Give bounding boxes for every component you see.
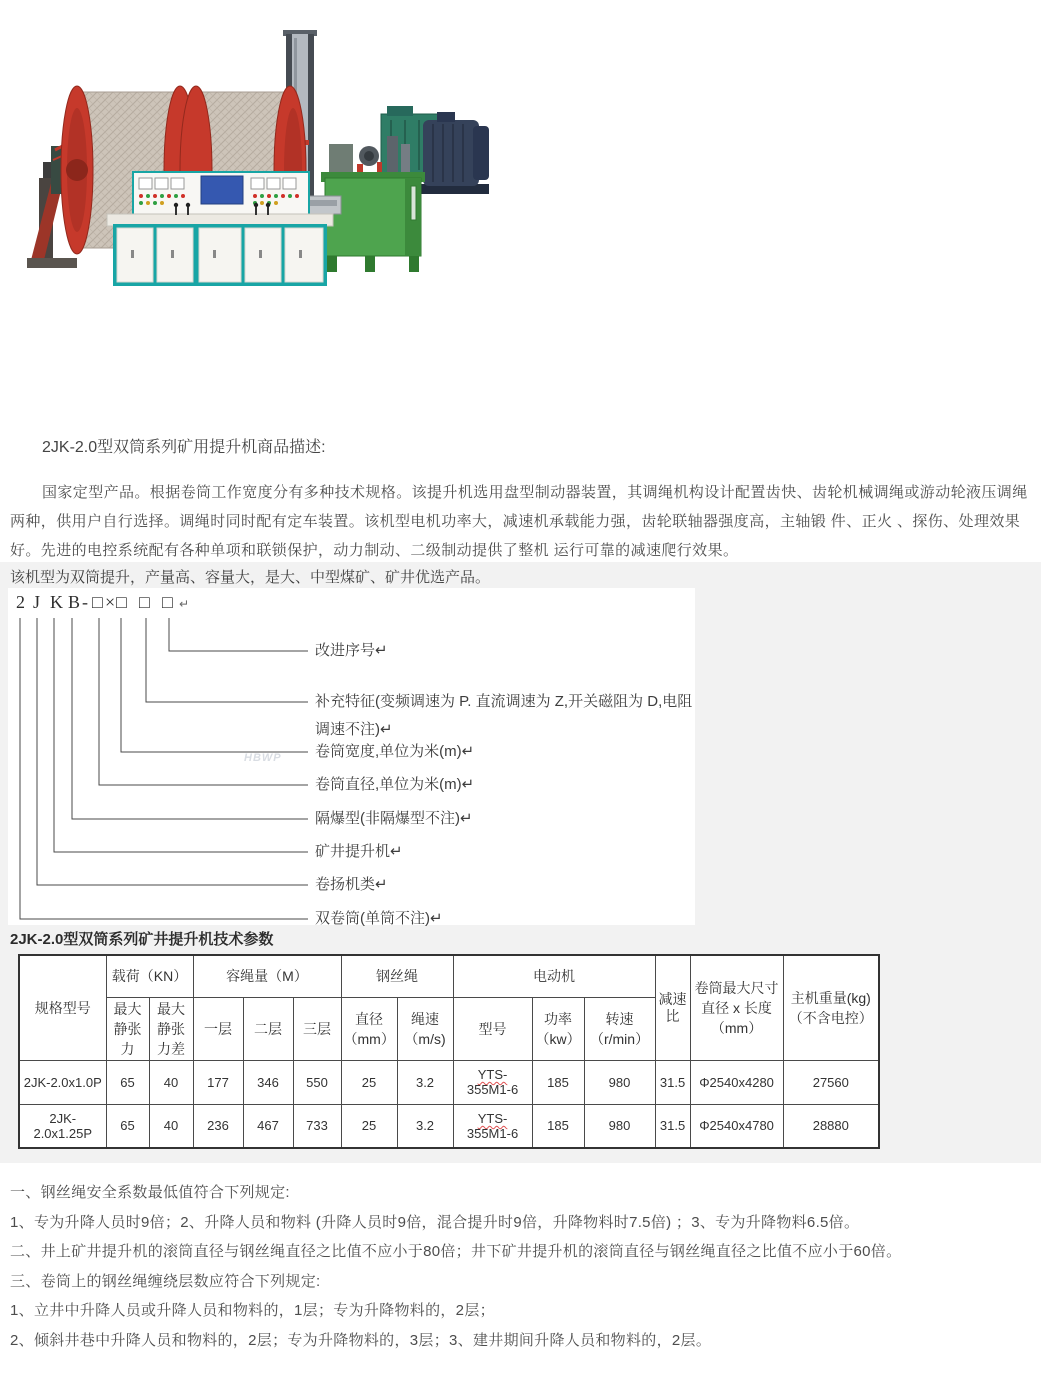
- code-char: □: [139, 592, 150, 612]
- cell-rpm: 980: [584, 1060, 655, 1104]
- cell-ratio: 31.5: [655, 1104, 690, 1148]
- watermark: HBWP: [244, 752, 282, 764]
- code-char: □: [116, 592, 127, 612]
- header-rope-group: 钢丝绳: [341, 955, 453, 997]
- spec-section: [0, 562, 1041, 1163]
- code-char: -: [82, 592, 88, 612]
- header-motor-rpm: 转速（r/min）: [584, 997, 655, 1060]
- note-line: 1、立井中升降人员或升降人员和物料的，1层；专为升降物料的，2层；: [10, 1302, 495, 1319]
- header-motor-group: 电动机: [453, 955, 655, 997]
- header-capacity-group: 容绳量（M）: [193, 955, 341, 997]
- header-weight: 主机重量(kg) （不含电控）: [783, 955, 879, 1060]
- cell-layer3: 550: [293, 1060, 341, 1104]
- note-line: 1、专为升降人员时9倍；2、升降人员和物料 (升降人员时9倍，混合提升时9倍，升降物料时7.5倍) ；3、专为升降物料6.5倍。: [10, 1213, 860, 1231]
- cell-model: 2JK-2.0x1.0P: [19, 1060, 106, 1104]
- diagram-label-serial: 改进序号↵: [315, 642, 388, 659]
- table-title: 2JK-2.0型双筒系列矿井提升机技术参数: [10, 931, 274, 948]
- cell-max-static-diff: 40: [149, 1060, 193, 1104]
- model-code-diagram: [8, 588, 695, 925]
- control-console: [107, 172, 333, 286]
- header-layer1: 一层: [193, 997, 243, 1060]
- cell-model: 2JK-2.0x1.25P: [19, 1104, 106, 1148]
- notes: [10, 1178, 1050, 1355]
- header-motor-model: 型号: [453, 997, 532, 1060]
- header-motor-power: 功率（kw）: [532, 997, 584, 1060]
- note-line: 2、倾斜井巷中升降人员和物料的，2层；专为升降物料的，3层；3、建井期间升降人员和物料的，2层。: [10, 1331, 712, 1349]
- code-char: □: [92, 592, 103, 612]
- cell-power: 185: [532, 1060, 584, 1104]
- cell-max-static: 65: [106, 1060, 149, 1104]
- cell-rope-d: 25: [341, 1104, 397, 1148]
- cell-layer2: 467: [243, 1104, 293, 1148]
- header-max-static-diff: 最大静张力差: [149, 997, 193, 1060]
- header-ratio: 减速比: [655, 955, 690, 1060]
- cell-rope-v: 3.2: [397, 1104, 453, 1148]
- cell-ratio: 31.5: [655, 1060, 690, 1104]
- header-layer2: 二层: [243, 997, 293, 1060]
- cell-drum: Φ2540x4280: [690, 1060, 783, 1104]
- code-char: 2: [16, 592, 25, 612]
- motor-model-suffix: 355M1-6: [466, 1082, 519, 1097]
- diagram-label-feature: 补充特征(变频调速为 P. 直流调速为 Z,开关磁阻为 D,电阻调速不注)↵: [315, 693, 693, 738]
- header-rope-speed: 绳速（m/s): [397, 997, 453, 1060]
- code-char: □: [162, 592, 173, 612]
- header-load-group: 载荷（KN）: [106, 955, 193, 997]
- cell-rpm: 980: [584, 1104, 655, 1148]
- return-mark: ↵: [179, 597, 190, 611]
- motor-model-prefix: YTS-: [477, 1110, 508, 1126]
- motor-model-suffix: 355M1-6: [466, 1125, 519, 1141]
- diagram-label-width: 卷筒宽度,单位为米(m)↵: [315, 743, 475, 760]
- diagram-label-winchclass: 卷扬机类↵: [315, 876, 388, 893]
- note-line: 三、卷筒上的钢丝绳缠绕层数应符合下列规定:: [10, 1272, 321, 1290]
- cell-layer1: 236: [193, 1104, 243, 1148]
- code-char: B: [68, 592, 81, 612]
- cell-power: 185: [532, 1104, 584, 1148]
- cell-drum: Φ2540x4780: [690, 1104, 783, 1148]
- code-char: J: [33, 592, 41, 612]
- header-drum-size: 卷筒最大尺寸 直径 x 长度 （mm）: [690, 955, 783, 1060]
- motor-model-prefix: YTS-: [477, 1067, 508, 1082]
- note-line: 二、井上矿井提升机的滚筒直径与钢丝绳直径之比值不应小于80倍；井下矿井提升机的滚筒直径与钢丝绳直径之比值不应小于60倍。: [10, 1243, 902, 1260]
- cell-layer3: 733: [293, 1104, 341, 1148]
- header-layer3: 三层: [293, 997, 341, 1060]
- spec-table: [18, 954, 880, 1149]
- diagram-label-minehoist: 矿井提升机↵: [315, 843, 403, 860]
- cell-weight: 28880: [783, 1104, 879, 1148]
- hoist-machine-illustration: [25, 28, 490, 290]
- diagram-label-doubledrum: 双卷筒(单筒不注)↵: [315, 910, 443, 927]
- diagram-label-diameter: 卷筒直径,单位为米(m)↵: [315, 776, 475, 793]
- description-heading: 2JK-2.0型双筒系列矿用提升机商品描述:: [42, 439, 326, 456]
- code-char: K: [50, 592, 63, 612]
- header-rope-diameter: 直径（mm）: [341, 997, 397, 1060]
- cell-rope-d: 25: [341, 1060, 397, 1104]
- cell-layer2: 346: [243, 1060, 293, 1104]
- product-photo: [25, 28, 490, 290]
- header-max-static: 最大静张力: [106, 997, 149, 1060]
- diagram-label-expproof: 隔爆型(非隔爆型不注)↵: [315, 810, 473, 827]
- cell-rope-v: 3.2: [397, 1060, 453, 1104]
- cell-layer1: 177: [193, 1060, 243, 1104]
- cell-max-static: 65: [106, 1104, 149, 1148]
- cell-motor-model: [453, 1060, 532, 1104]
- highlight-line: 该机型为双筒提升，产量高、容量大，是大、中型煤矿、矿井优选产品。: [10, 569, 491, 586]
- note-line: 一、钢丝绳安全系数最低值符合下列规定:: [10, 1184, 290, 1201]
- cell-motor-model: [453, 1104, 532, 1148]
- electric-motor: [419, 112, 489, 194]
- header-spec-model: 规格型号: [19, 955, 106, 1060]
- description-paragraph: 国家定型产品。根据卷筒工作宽度分有多种技术规格。该提升机选用盘型制动器装置，其调绳机构设计配置齿快、齿轮机械调绳或游动轮液压调绳两种，供用户自行选择。调绳时同时配有定车装置。该机型电机功率大，减速机承载能力强，齿轮联轴器强度高，主轴锻 件、正火 、探伤、处理效果好。先进的电控系统配有各种单项和联锁保护，动力制动、二级制动提供了整机 运行可靠的减速爬行效果。: [10, 484, 1028, 559]
- code-char: ×: [105, 592, 116, 612]
- cell-max-static-diff: 40: [149, 1104, 193, 1148]
- cell-weight: 27560: [783, 1060, 879, 1104]
